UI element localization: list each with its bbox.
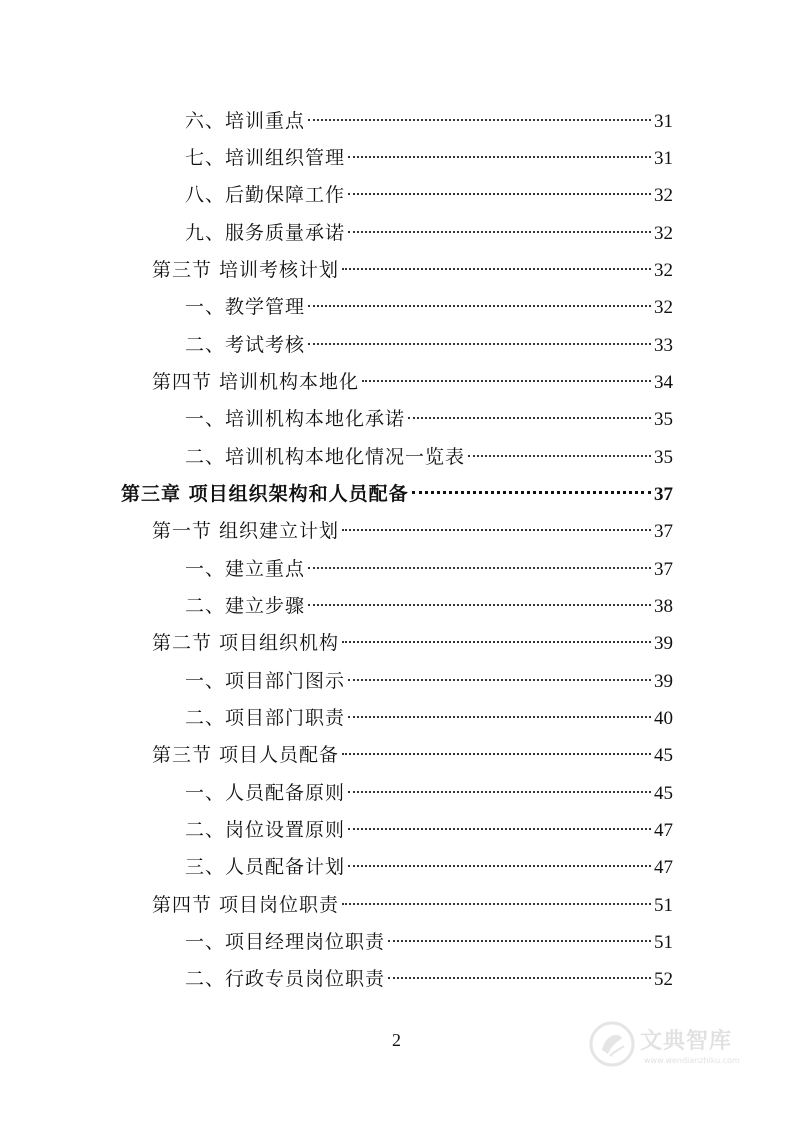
toc-entry-page: 51 [654,932,673,953]
toc-leader [342,268,651,270]
toc-entry[interactable] [152,740,673,770]
toc-entry[interactable] [185,554,673,584]
toc-entry[interactable] [185,143,673,173]
toc-entry-page: 31 [654,111,673,132]
toc-leader [408,417,651,419]
toc-leader [362,380,651,382]
toc-leader [308,305,651,307]
logo-icon [588,1020,636,1068]
toc-entry-page: 39 [654,633,673,654]
toc-leader [388,940,651,942]
toc-entry-label: 第二节 项目组织机构 [152,632,340,654]
toc-leader [308,604,651,606]
toc-entry-label: 二、项目部门职责 [185,707,346,729]
toc-entry-label: 七、培训组织管理 [185,147,346,169]
toc-entry-label: 第四节 项目岗位职责 [152,894,340,916]
toc-leader [388,977,651,979]
toc-entry[interactable] [152,516,673,546]
toc-entry[interactable] [185,218,673,248]
toc-entry-page: 37 [654,559,673,580]
toc-entry-label: 一、教学管理 [185,296,306,318]
toc-entry-label: 二、培训机构本地化情况一览表 [185,446,466,468]
toc-entry[interactable] [152,628,673,658]
toc-entry-page: 32 [654,223,673,244]
toc-entry-label: 第三节 培训考核计划 [152,259,340,281]
toc-entry-label: 三、人员配备计划 [185,856,346,878]
toc-entry-label: 一、培训机构本地化承诺 [185,408,406,430]
toc-entry[interactable] [152,255,673,285]
toc-entry-page: 35 [654,447,673,468]
page-number: 2 [392,1030,401,1050]
toc-entry[interactable] [185,106,673,136]
toc-leader [342,903,651,905]
toc-leader [308,567,651,569]
watermark-url: www.wendianzhiku.com [644,1056,740,1065]
toc-entry-page: 45 [654,745,673,766]
toc-leader [342,641,651,643]
toc-entry-page: 51 [654,895,673,916]
toc-entry-page: 40 [654,708,673,729]
toc-entry-page: 33 [654,335,673,356]
toc-leader [348,865,651,867]
toc-entry-label: 二、行政专员岗位职责 [185,968,386,990]
toc-entry-page: 47 [654,857,673,878]
toc-entry-label: 第四节 培训机构本地化 [152,371,360,393]
toc-entry-label: 二、岗位设置原则 [185,819,346,841]
watermark-text: 文典智库 [640,1029,733,1054]
toc-entry[interactable] [185,404,673,434]
toc-entry-label: 第三章 项目组织架构和人员配备 [121,483,409,505]
toc-leader [348,791,651,793]
toc-entry-page: 39 [654,671,673,692]
toc-leader [348,716,651,718]
toc-entry-page: 34 [654,372,673,393]
toc-leader [308,343,651,345]
toc-entry-label: 二、考试考核 [185,334,306,356]
toc-entry-label: 六、培训重点 [185,110,306,132]
toc-entry[interactable] [185,703,673,733]
toc-entry-label: 一、建立重点 [185,558,306,580]
toc-entry-label: 九、服务质量承诺 [185,222,346,244]
toc-entry-label: 一、项目经理岗位职责 [185,931,386,953]
toc-entry-page: 45 [654,783,673,804]
toc-entry-label: 一、项目部门图示 [185,670,346,692]
toc-leader [342,753,651,755]
toc-entry-page: 52 [654,969,673,990]
toc-entry[interactable] [185,852,673,882]
toc-entry[interactable] [185,964,673,994]
toc-entry-label: 第一节 组织建立计划 [152,520,340,542]
toc-entry[interactable] [152,367,673,397]
toc-leader [348,231,651,233]
toc-entry-page: 32 [654,185,673,206]
toc-entry-label: 八、后勤保障工作 [185,184,346,206]
toc-entry-page: 32 [654,297,673,318]
toc-entry-page: 37 [654,484,673,505]
toc-leader [342,529,651,531]
watermark [588,1018,758,1074]
toc-entry-page: 31 [654,148,673,169]
toc-leader [412,491,651,494]
toc-entry[interactable] [185,591,673,621]
toc-entry-label: 二、建立步骤 [185,595,306,617]
toc-leader [308,119,651,121]
toc-entry-label: 第三节 项目人员配备 [152,744,340,766]
toc-entry[interactable] [185,330,673,360]
toc-entry[interactable] [152,890,673,920]
toc-entry[interactable] [185,778,673,808]
toc-entry[interactable] [185,442,673,472]
toc-leader [348,828,651,830]
toc-entry-page: 32 [654,260,673,281]
toc-entry-page: 35 [654,409,673,430]
toc-entry-page: 38 [654,596,673,617]
toc-chapter-entry[interactable] [121,479,673,509]
toc-entry[interactable] [185,292,673,322]
toc-leader [348,679,651,681]
toc-entry-page: 47 [654,820,673,841]
toc-entry[interactable] [185,666,673,696]
toc-leader [348,156,651,158]
toc-entry[interactable] [185,815,673,845]
toc-entry[interactable] [185,180,673,210]
toc-entry[interactable] [185,927,673,957]
toc-leader [348,193,651,195]
toc-entry-label: 一、人员配备原则 [185,782,346,804]
toc-entry-page: 37 [654,521,673,542]
toc-leader [468,455,651,457]
